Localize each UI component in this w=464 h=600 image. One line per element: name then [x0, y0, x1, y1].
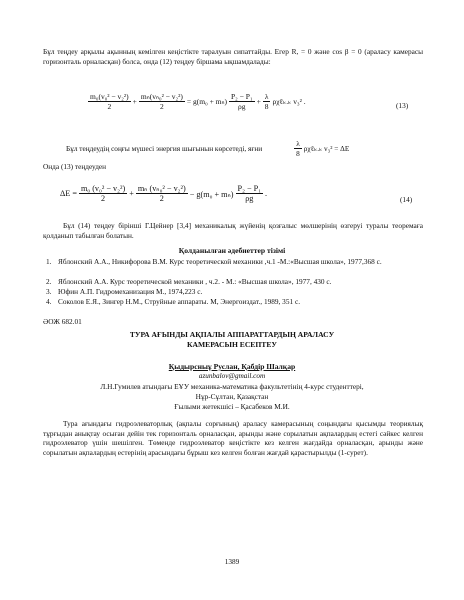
scientific-advisor: Ғылыми жетекшісі – Қасабеков М.И.	[174, 402, 290, 411]
eq14-term3-den: ρg	[245, 194, 254, 203]
equation-14-number: (14)	[400, 195, 413, 204]
eq14-plus: +	[129, 189, 134, 198]
eq13-term4-den: 8	[264, 102, 269, 111]
eq14-mid: − g(m₀ + mₙ)	[189, 189, 234, 199]
article-title-line2: КАМЕРАСЫН ЕСЕПТЕУ	[187, 340, 277, 349]
eq14-end: .	[265, 189, 268, 198]
energy-loss-text: Бұл теңдеудің соңғы мүшесі энергия шығынын көрсетеді, яғни	[66, 144, 263, 153]
paragraph-introduction: Тура ағындағы гидроэлеваторлық (ақпалы сорғының) араласу камерасының соңындағы қысымды теориялық тұрғыдан анықтау осыған дейін тек горизонталь орналасқан, арынды және сорылатын ақпалардың естегі сәйкес келген гидроэлеватор үшін шешілген. Төменде гидроэлеватор кеңістікте кез келген жағдайда орналасқан, арынды және сорылатын ақпалардың естерінің арасындағы бұрыш кез келген болған жағдай қарастырылды (1-сурет).	[43, 419, 423, 457]
eq13-term2-den: 2	[160, 102, 164, 111]
eq14-lhs: ΔE =	[60, 189, 77, 198]
paragraph-zeiner: Бұл (14) теңдеу бірінші Г.Цейнер [3,4] механикалық жүйенің қозғалыс мөлшерінің өзгеруі туралы теоремаға қолданып табылған болатын.	[43, 221, 423, 240]
equation-13-number: (13)	[396, 101, 409, 110]
paragraph-then: Онда (13) теңдеуден	[43, 162, 107, 171]
eq13-term1-den: 2	[107, 102, 112, 111]
eq14-term1-den: 2	[101, 194, 106, 203]
eq13-term4-num: λ	[264, 92, 269, 101]
paragraph-energy-loss	[66, 139, 349, 158]
paragraph-intro: Бұл теңдеу арқылы ақынның кемілген кеңістікте таралуын сипаттайды. Егер R, = 0 және cos β = 0 (араласу камерасы горизонталь орналасқан) болса, онда (12) теңдеу біршама ықшамдалады:	[43, 47, 423, 66]
reference-item: 1. Яблонский А.А., Никифорова В.М. Курс теоретической механики ,ч.1 -М.:«Высшая школа», 1977,368 с.	[46, 257, 382, 266]
reference-item: 2. Яблонский А.А. Курс теоретической механики , ч.2. - М.: «Высшая школа», 1977, 430 с.	[46, 277, 332, 286]
eq13-term2-num: mₙ(vₙ₀² − v₂²)	[140, 92, 183, 101]
energy-loss-formula: ρχℓₖ.ₖ v₃² = ΔE	[303, 144, 350, 153]
author-email: azunbalov@gmail.com	[198, 372, 266, 380]
authors: Қыдырсныұ Руслан, Қабдір Шалқар	[168, 362, 296, 371]
eq14-term2-num: mₙ (vₙ₀² − v₂²)	[137, 184, 186, 193]
eq14-term1-num: m₀ (v₀² − v₂²)	[80, 184, 126, 193]
equation-14	[60, 184, 267, 203]
article-title-line1: ТУРА АҒЫНДЫ АҚПАЛЫ АППАРАТТАРДЫҢ АРАЛАСУ	[129, 330, 335, 339]
references-title: Қолданылған әдебиеттер тізімі	[178, 246, 286, 255]
eq13-term1-num: m₀(v₀² − v₂²)	[90, 92, 129, 101]
eq14-term2-den: 2	[159, 194, 164, 203]
eq13-tail: ρχℓₖ.ₖ v₃² .	[272, 97, 306, 106]
energy-loss-frac-den: 8	[296, 149, 300, 158]
eq13-term3-num: P₂ − P₁	[231, 92, 253, 101]
eq14-term3-num: P₂ − P₁	[237, 184, 262, 193]
udc-code: ӘОЖ 682.01	[43, 317, 82, 326]
eq13-term3-den: ρg	[238, 102, 246, 111]
equation-13: $\frac{\text{m₀(v₀² − v₂²)}}{2}$ + $\frac{\text{mₙ(vₙ₀² − v₂²)}}{2}$ = g(m₀ + mₙ) $\frac{\text{P₂ − P₁}}{\rho g}$ + $\frac{\lambda}{8}$ ρχℓₖ.ₖ v₃² .	[90, 92, 306, 111]
eq13-mid: = g(m₀ + mₙ)	[186, 97, 228, 106]
affiliation-line1: Л.Н.Гумилев атындағы ЕҰУ механика-математика факультетінің 4-курс студенттері,	[100, 382, 364, 391]
reference-item: 3. Юфин А.П. Гидромеханизация М., 1974,223 с.	[46, 287, 203, 296]
reference-item: 4. Соколов Е.Я., Зингер Н.М., Струйные аппараты. М, Энергоиздат., 1989, 351 с.	[46, 297, 301, 306]
energy-loss-frac-num: λ	[296, 139, 300, 148]
page-number: 1389	[224, 557, 240, 566]
affiliation-line2: Нұр-Сұлтан, Қазақстан	[195, 392, 269, 401]
